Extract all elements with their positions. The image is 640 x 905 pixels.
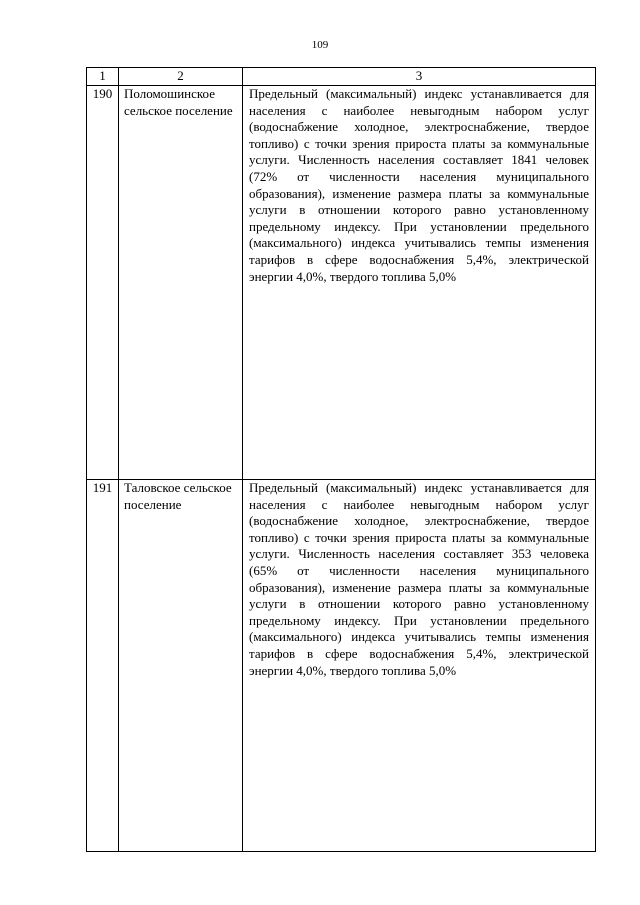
table-header-row <box>87 68 596 86</box>
column-header-3: 3 <box>243 68 596 86</box>
settlement-name: Поломошинское сельское поселение <box>119 86 243 480</box>
index-description: Предельный (максимальный) индекс устанавливается для населения с наиболее невыгодным набором услуг (водоснабжение холодное, электроснабжение, твердое топливо) с точки зрения прироста платы за коммунальные услуги. Численность населения составляет 1841 человек (72% от численности населения муниципального образования), изменение размера платы за коммунальные услуги в отношении которого равно установленному предельному индексу. При установлении предельного (максимального) индекса учитывались темпы изменения тарифов в сфере водоснабжения 5,4%, электрической энергии 4,0%, твердого топлива 5,0% <box>243 86 596 480</box>
table-row <box>87 480 596 852</box>
row-number: 191 <box>87 480 119 852</box>
column-header-1: 1 <box>87 68 119 86</box>
row-number: 190 <box>87 86 119 480</box>
page-number: 109 <box>311 39 329 51</box>
table-row <box>87 86 596 480</box>
column-header-2: 2 <box>119 68 243 86</box>
document-table <box>86 67 596 852</box>
index-description: Предельный (максимальный) индекс устанавливается для населения с наиболее невыгодным набором услуг (водоснабжение холодное, электроснабжение, твердое топливо) с точки зрения прироста платы за коммунальные услуги. Численность населения составляет 353 человека (65% от численности населения муниципального образования), изменение размера платы за коммунальные услуги в отношении которого равно установленному предельному индексу. При установлении предельного (максимального) индекса учитывались темпы изменения тарифов в сфере водоснабжения 5,4%, электрической энергии 4,0%, твердого топлива 5,0% <box>243 480 596 852</box>
settlement-name: Таловское сельское поселение <box>119 480 243 852</box>
